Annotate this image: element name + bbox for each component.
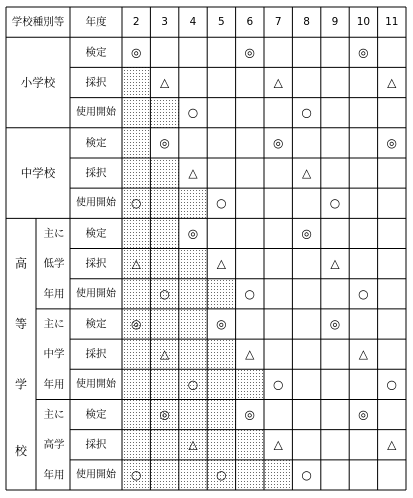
stage-label-elem-shiyou: 使用開始 — [76, 107, 116, 119]
mark-elem-saitaku-year-7: △ — [273, 75, 283, 90]
mark-h3-saitaku-year-4: △ — [188, 437, 198, 452]
year-7-header: 7 — [274, 16, 282, 29]
mark-elem-kentei-year-6: ◎ — [244, 45, 256, 60]
mark-h2-saitaku-year-3: △ — [159, 347, 170, 362]
stage-label-h2-kentei: 検定 — [85, 317, 107, 330]
high-school-vertical-char: 学 — [14, 377, 28, 392]
year-11-header: 11 — [385, 16, 399, 29]
high-school-vertical-char: 等 — [14, 316, 28, 331]
stage-label-jr-shiyou: 使用開始 — [76, 197, 116, 209]
mark-h3-kentei-year-6: ◎ — [244, 407, 256, 422]
shaded-past-jr-kentei — [122, 128, 150, 158]
high-school-grade-label: 年用 — [43, 287, 65, 300]
mark-h2-saitaku-year-10: △ — [358, 347, 369, 362]
mark-elem-kentei-year-2: ◎ — [130, 45, 142, 60]
year-4-header: 4 — [189, 16, 197, 29]
stage-label-h2-shiyou: 使用開始 — [76, 378, 116, 390]
mark-h2-kentei-year-2: ◎ — [130, 316, 142, 331]
mark-h2-shiyou-year-4: ○ — [187, 377, 199, 392]
mark-elem-shiyou-year-8: ○ — [301, 105, 312, 120]
stage-label-h2-saitaku: 採択 — [85, 348, 107, 361]
stage-label-elem-kentei: 検定 — [85, 46, 107, 59]
stage-label-h1-kentei: 検定 — [85, 227, 107, 240]
mark-h3-shiyou-year-8: ○ — [301, 467, 312, 482]
year-8-header: 8 — [303, 16, 310, 29]
mark-h1-shiyou-year-6: ○ — [244, 286, 256, 301]
high-school-grade-label: 低学 — [43, 257, 65, 270]
mark-h3-shiyou-year-2: ○ — [130, 467, 142, 482]
mark-h3-kentei-year-10: ◎ — [358, 407, 369, 422]
mark-jr-kentei-year-7: ◎ — [272, 135, 284, 150]
high-school-grade-label: 主に — [43, 317, 65, 330]
mark-h1-saitaku-year-9: △ — [330, 256, 340, 271]
mark-jr-saitaku-year-4: △ — [188, 166, 198, 181]
mark-jr-kentei-year-3: ◎ — [159, 135, 170, 150]
mark-h1-shiyou-year-10: ○ — [358, 286, 369, 301]
mark-h2-kentei-year-5: ◎ — [216, 316, 227, 331]
year-6-header: 6 — [246, 16, 254, 29]
school-type-header: 学校種別等 — [11, 16, 65, 29]
year-10-header: 10 — [356, 16, 371, 29]
mark-h1-shiyou-year-3: ○ — [159, 286, 170, 301]
mark-h1-kentei-year-4: ◎ — [187, 226, 199, 241]
stage-label-elem-saitaku: 採択 — [85, 76, 107, 89]
mark-h2-shiyou-year-7: ○ — [272, 377, 284, 392]
year-9-header: 9 — [331, 16, 339, 29]
high-school-vertical-char: 高 — [14, 256, 28, 271]
high-school-grade-label: 主に — [43, 408, 65, 421]
high-school-grade-label: 主に — [43, 227, 65, 240]
mark-elem-saitaku-year-3: △ — [159, 75, 170, 90]
mark-elem-shiyou-year-4: ○ — [187, 105, 199, 120]
high-school-vertical-char: 校 — [14, 443, 28, 458]
stage-label-jr-saitaku: 採択 — [85, 167, 107, 180]
stage-label-jr-kentei: 検定 — [85, 136, 107, 149]
high-school-grade-label: 年用 — [43, 378, 65, 391]
mark-h3-shiyou-year-5: ○ — [216, 467, 227, 482]
mark-elem-kentei-year-10: ◎ — [358, 45, 369, 60]
year-5-header: 5 — [218, 16, 225, 29]
stage-label-h3-kentei: 検定 — [85, 408, 107, 421]
year-header: 年度 — [85, 16, 107, 29]
mark-h1-kentei-year-8: ◎ — [301, 226, 312, 241]
mark-h3-saitaku-year-11: △ — [387, 437, 397, 452]
stage-label-h3-shiyou: 使用開始 — [76, 469, 116, 481]
stage-label-h1-shiyou: 使用開始 — [76, 288, 116, 300]
mark-jr-kentei-year-11: ◎ — [386, 135, 398, 150]
mark-h2-shiyou-year-11: ○ — [386, 377, 398, 392]
mark-h1-saitaku-year-2: △ — [131, 256, 141, 271]
mark-jr-shiyou-year-2: ○ — [130, 196, 142, 211]
mark-h2-kentei-year-9: ◎ — [329, 316, 341, 331]
mark-h3-kentei-year-3: ◎ — [159, 407, 170, 422]
year-2-header: 2 — [132, 16, 140, 29]
high-school-grade-label: 高学 — [43, 438, 65, 451]
elementary-school-label: 小学校 — [20, 75, 56, 90]
mark-jr-shiyou-year-5: ○ — [216, 196, 227, 211]
year-3-header: 3 — [161, 16, 168, 29]
shaded-past-elem-saitaku — [122, 67, 150, 97]
mark-h1-saitaku-year-5: △ — [216, 256, 227, 271]
mark-jr-saitaku-year-8: △ — [301, 166, 312, 181]
high-school-grade-label: 中学 — [43, 348, 65, 361]
high-school-grade-label: 年用 — [43, 468, 65, 481]
junior-high-school-label: 中学校 — [20, 166, 56, 181]
mark-elem-saitaku-year-11: △ — [387, 75, 397, 90]
mark-h3-saitaku-year-7: △ — [273, 437, 283, 452]
mark-jr-shiyou-year-9: ○ — [329, 196, 341, 211]
stage-label-h1-saitaku: 採択 — [85, 257, 107, 270]
stage-label-h3-saitaku: 採択 — [85, 438, 107, 451]
mark-h2-saitaku-year-6: △ — [245, 347, 255, 362]
